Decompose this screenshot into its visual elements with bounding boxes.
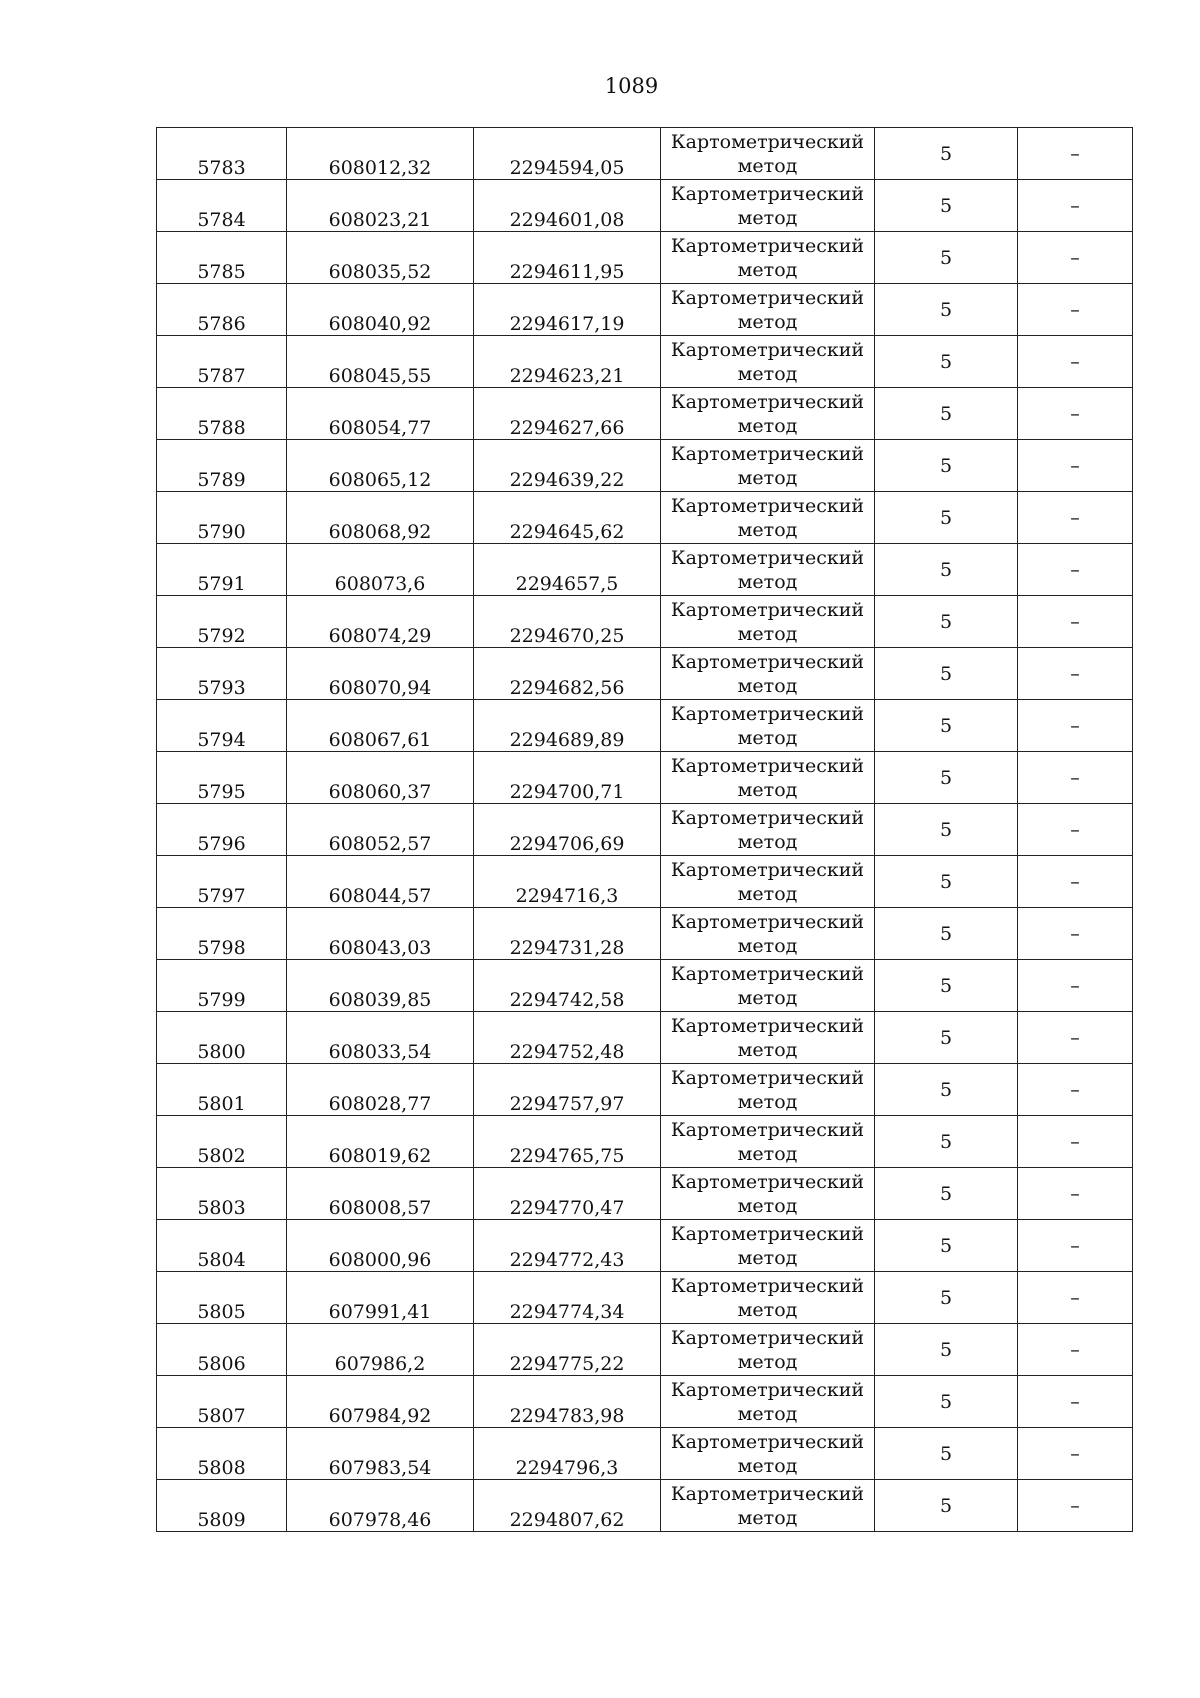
method-line-2: метод <box>737 1402 798 1425</box>
x-coordinate-cell: 608054,77 <box>287 388 474 440</box>
note-cell: – <box>1018 960 1133 1012</box>
note-cell: – <box>1018 1168 1133 1220</box>
accuracy-cell: 5 <box>875 232 1018 284</box>
y-coordinate-cell: 2294682,56 <box>474 648 661 700</box>
method-line-1: Картометрический <box>670 702 865 725</box>
x-coordinate-cell: 608033,54 <box>287 1012 474 1064</box>
method-line-1: Картометрический <box>670 650 865 673</box>
y-coordinate-cell: 2294657,5 <box>474 544 661 596</box>
table-row <box>157 1168 1133 1220</box>
y-coordinate-cell: 2294700,71 <box>474 752 661 804</box>
y-coordinate-cell: 2294774,34 <box>474 1272 661 1324</box>
note-cell: – <box>1018 1220 1133 1272</box>
table-row <box>157 1272 1133 1324</box>
method-line-2: метод <box>737 1194 798 1217</box>
accuracy-cell: 5 <box>875 1272 1018 1324</box>
note-cell: – <box>1018 596 1133 648</box>
accuracy-cell: 5 <box>875 1064 1018 1116</box>
y-coordinate-cell: 2294623,21 <box>474 336 661 388</box>
method-cell <box>661 128 875 180</box>
method-cell <box>661 336 875 388</box>
y-coordinate-cell: 2294796,3 <box>474 1428 661 1480</box>
accuracy-cell: 5 <box>875 1324 1018 1376</box>
method-cell <box>661 960 875 1012</box>
point-number-cell: 5788 <box>157 388 287 440</box>
x-coordinate-cell: 607984,92 <box>287 1376 474 1428</box>
method-cell <box>661 1012 875 1064</box>
method-cell <box>661 1116 875 1168</box>
point-number-cell: 5793 <box>157 648 287 700</box>
point-number-cell: 5801 <box>157 1064 287 1116</box>
table-row <box>157 908 1133 960</box>
method-cell <box>661 388 875 440</box>
method-line-1: Картометрический <box>670 754 865 777</box>
y-coordinate-cell: 2294639,22 <box>474 440 661 492</box>
method-line-1: Картометрический <box>670 858 865 881</box>
method-line-2: метод <box>737 154 798 177</box>
x-coordinate-cell: 607983,54 <box>287 1428 474 1480</box>
x-coordinate-cell: 608043,03 <box>287 908 474 960</box>
note-cell: – <box>1018 1428 1133 1480</box>
x-coordinate-cell: 608060,37 <box>287 752 474 804</box>
accuracy-cell: 5 <box>875 492 1018 544</box>
accuracy-cell: 5 <box>875 752 1018 804</box>
accuracy-cell: 5 <box>875 440 1018 492</box>
x-coordinate-cell: 608074,29 <box>287 596 474 648</box>
method-line-2: метод <box>737 1350 798 1373</box>
x-coordinate-cell: 608028,77 <box>287 1064 474 1116</box>
method-line-2: метод <box>737 258 798 281</box>
accuracy-cell: 5 <box>875 284 1018 336</box>
point-number-cell: 5809 <box>157 1480 287 1532</box>
point-number-cell: 5789 <box>157 440 287 492</box>
point-number-cell: 5786 <box>157 284 287 336</box>
point-number-cell: 5787 <box>157 336 287 388</box>
table-row <box>157 492 1133 544</box>
method-cell <box>661 1272 875 1324</box>
point-number-cell: 5790 <box>157 492 287 544</box>
table-row <box>157 700 1133 752</box>
method-line-1: Картометрический <box>670 1378 865 1401</box>
method-cell <box>661 180 875 232</box>
accuracy-cell: 5 <box>875 1480 1018 1532</box>
y-coordinate-cell: 2294742,58 <box>474 960 661 1012</box>
method-line-2: метод <box>737 882 798 905</box>
table-row <box>157 1428 1133 1480</box>
x-coordinate-cell: 608068,92 <box>287 492 474 544</box>
y-coordinate-cell: 2294765,75 <box>474 1116 661 1168</box>
method-line-1: Картометрический <box>670 1066 865 1089</box>
method-cell <box>661 1168 875 1220</box>
coordinates-table-body <box>157 128 1133 1532</box>
method-line-2: метод <box>737 622 798 645</box>
point-number-cell: 5807 <box>157 1376 287 1428</box>
y-coordinate-cell: 2294706,69 <box>474 804 661 856</box>
accuracy-cell: 5 <box>875 960 1018 1012</box>
note-cell: – <box>1018 804 1133 856</box>
y-coordinate-cell: 2294772,43 <box>474 1220 661 1272</box>
method-line-2: метод <box>737 1142 798 1165</box>
note-cell: – <box>1018 1064 1133 1116</box>
method-line-2: метод <box>737 466 798 489</box>
accuracy-cell: 5 <box>875 1116 1018 1168</box>
point-number-cell: 5799 <box>157 960 287 1012</box>
method-line-2: метод <box>737 1298 798 1321</box>
x-coordinate-cell: 608039,85 <box>287 960 474 1012</box>
page-number: 1089 <box>604 74 659 98</box>
accuracy-cell: 5 <box>875 1428 1018 1480</box>
x-coordinate-cell: 608035,52 <box>287 232 474 284</box>
point-number-cell: 5791 <box>157 544 287 596</box>
method-line-1: Картометрический <box>670 1170 865 1193</box>
table-row <box>157 648 1133 700</box>
note-cell: – <box>1018 1272 1133 1324</box>
accuracy-cell: 5 <box>875 388 1018 440</box>
x-coordinate-cell: 607991,41 <box>287 1272 474 1324</box>
method-line-1: Картометрический <box>670 338 865 361</box>
method-line-2: метод <box>737 1246 798 1269</box>
point-number-cell: 5798 <box>157 908 287 960</box>
y-coordinate-cell: 2294689,89 <box>474 700 661 752</box>
method-line-2: метод <box>737 206 798 229</box>
table-row <box>157 544 1133 596</box>
accuracy-cell: 5 <box>875 180 1018 232</box>
method-line-2: метод <box>737 1038 798 1061</box>
method-cell <box>661 648 875 700</box>
method-line-1: Картометрический <box>670 442 865 465</box>
accuracy-cell: 5 <box>875 128 1018 180</box>
table-row <box>157 232 1133 284</box>
point-number-cell: 5806 <box>157 1324 287 1376</box>
y-coordinate-cell: 2294670,25 <box>474 596 661 648</box>
note-cell: – <box>1018 1116 1133 1168</box>
note-cell: – <box>1018 1480 1133 1532</box>
y-coordinate-cell: 2294594,05 <box>474 128 661 180</box>
y-coordinate-cell: 2294627,66 <box>474 388 661 440</box>
note-cell: – <box>1018 908 1133 960</box>
accuracy-cell: 5 <box>875 908 1018 960</box>
note-cell: – <box>1018 1376 1133 1428</box>
table-row <box>157 180 1133 232</box>
x-coordinate-cell: 608012,32 <box>287 128 474 180</box>
method-line-1: Картометрический <box>670 182 865 205</box>
note-cell: – <box>1018 336 1133 388</box>
x-coordinate-cell: 608073,6 <box>287 544 474 596</box>
accuracy-cell: 5 <box>875 544 1018 596</box>
accuracy-cell: 5 <box>875 648 1018 700</box>
point-number-cell: 5802 <box>157 1116 287 1168</box>
y-coordinate-cell: 2294716,3 <box>474 856 661 908</box>
method-cell <box>661 1376 875 1428</box>
table-row <box>157 1116 1133 1168</box>
accuracy-cell: 5 <box>875 1012 1018 1064</box>
x-coordinate-cell: 607978,46 <box>287 1480 474 1532</box>
accuracy-cell: 5 <box>875 336 1018 388</box>
method-line-1: Картометрический <box>670 1326 865 1349</box>
x-coordinate-cell: 608040,92 <box>287 284 474 336</box>
method-line-2: метод <box>737 518 798 541</box>
method-cell <box>661 492 875 544</box>
method-line-1: Картометрический <box>670 598 865 621</box>
method-line-2: метод <box>737 570 798 593</box>
point-number-cell: 5794 <box>157 700 287 752</box>
method-cell <box>661 440 875 492</box>
method-cell <box>661 544 875 596</box>
method-cell <box>661 1428 875 1480</box>
method-line-2: метод <box>737 1506 798 1529</box>
method-cell <box>661 804 875 856</box>
note-cell: – <box>1018 128 1133 180</box>
coordinates-table <box>156 127 1133 1532</box>
method-line-1: Картометрический <box>670 234 865 257</box>
method-cell <box>661 1480 875 1532</box>
method-cell <box>661 908 875 960</box>
accuracy-cell: 5 <box>875 700 1018 752</box>
accuracy-cell: 5 <box>875 856 1018 908</box>
note-cell: – <box>1018 284 1133 336</box>
method-cell <box>661 700 875 752</box>
y-coordinate-cell: 2294611,95 <box>474 232 661 284</box>
method-line-1: Картометрический <box>670 1482 865 1505</box>
note-cell: – <box>1018 1324 1133 1376</box>
method-line-2: метод <box>737 310 798 333</box>
method-cell <box>661 284 875 336</box>
accuracy-cell: 5 <box>875 804 1018 856</box>
note-cell: – <box>1018 856 1133 908</box>
x-coordinate-cell: 608023,21 <box>287 180 474 232</box>
table-row <box>157 596 1133 648</box>
point-number-cell: 5805 <box>157 1272 287 1324</box>
accuracy-cell: 5 <box>875 1220 1018 1272</box>
note-cell: – <box>1018 700 1133 752</box>
point-number-cell: 5803 <box>157 1168 287 1220</box>
method-cell <box>661 1220 875 1272</box>
method-cell <box>661 1324 875 1376</box>
x-coordinate-cell: 607986,2 <box>287 1324 474 1376</box>
accuracy-cell: 5 <box>875 596 1018 648</box>
point-number-cell: 5792 <box>157 596 287 648</box>
point-number-cell: 5804 <box>157 1220 287 1272</box>
table-row <box>157 1480 1133 1532</box>
table-row <box>157 128 1133 180</box>
method-line-2: метод <box>737 830 798 853</box>
table-row <box>157 1324 1133 1376</box>
point-number-cell: 5808 <box>157 1428 287 1480</box>
method-cell <box>661 1064 875 1116</box>
x-coordinate-cell: 608045,55 <box>287 336 474 388</box>
x-coordinate-cell: 608000,96 <box>287 1220 474 1272</box>
table-row <box>157 1012 1133 1064</box>
note-cell: – <box>1018 1012 1133 1064</box>
note-cell: – <box>1018 492 1133 544</box>
note-cell: – <box>1018 232 1133 284</box>
y-coordinate-cell: 2294775,22 <box>474 1324 661 1376</box>
point-number-cell: 5784 <box>157 180 287 232</box>
method-line-2: метод <box>737 726 798 749</box>
table-row <box>157 284 1133 336</box>
x-coordinate-cell: 608008,57 <box>287 1168 474 1220</box>
x-coordinate-cell: 608067,61 <box>287 700 474 752</box>
point-number-cell: 5797 <box>157 856 287 908</box>
accuracy-cell: 5 <box>875 1376 1018 1428</box>
y-coordinate-cell: 2294617,19 <box>474 284 661 336</box>
point-number-cell: 5783 <box>157 128 287 180</box>
y-coordinate-cell: 2294783,98 <box>474 1376 661 1428</box>
method-cell <box>661 752 875 804</box>
note-cell: – <box>1018 440 1133 492</box>
y-coordinate-cell: 2294752,48 <box>474 1012 661 1064</box>
x-coordinate-cell: 608019,62 <box>287 1116 474 1168</box>
accuracy-cell: 5 <box>875 1168 1018 1220</box>
method-line-2: метод <box>737 414 798 437</box>
method-line-2: метод <box>737 778 798 801</box>
y-coordinate-cell: 2294645,62 <box>474 492 661 544</box>
method-line-1: Картометрический <box>670 806 865 829</box>
x-coordinate-cell: 608070,94 <box>287 648 474 700</box>
table-row <box>157 336 1133 388</box>
method-line-1: Картометрический <box>670 962 865 985</box>
method-line-2: метод <box>737 362 798 385</box>
point-number-cell: 5785 <box>157 232 287 284</box>
method-line-1: Картометрический <box>670 1430 865 1453</box>
table-row <box>157 1064 1133 1116</box>
y-coordinate-cell: 2294601,08 <box>474 180 661 232</box>
y-coordinate-cell: 2294807,62 <box>474 1480 661 1532</box>
method-line-2: метод <box>737 986 798 1009</box>
table-row <box>157 804 1133 856</box>
method-line-2: метод <box>737 1090 798 1113</box>
method-line-1: Картометрический <box>670 910 865 933</box>
table-row <box>157 1220 1133 1272</box>
table-row <box>157 1376 1133 1428</box>
note-cell: – <box>1018 752 1133 804</box>
point-number-cell: 5795 <box>157 752 287 804</box>
y-coordinate-cell: 2294757,97 <box>474 1064 661 1116</box>
table-row <box>157 752 1133 804</box>
note-cell: – <box>1018 648 1133 700</box>
x-coordinate-cell: 608052,57 <box>287 804 474 856</box>
method-line-1: Картометрический <box>670 1014 865 1037</box>
method-line-1: Картометрический <box>670 1274 865 1297</box>
point-number-cell: 5796 <box>157 804 287 856</box>
table-row <box>157 440 1133 492</box>
method-cell <box>661 596 875 648</box>
method-line-1: Картометрический <box>670 286 865 309</box>
method-line-1: Картометрический <box>670 494 865 517</box>
table-row <box>157 960 1133 1012</box>
method-line-1: Картометрический <box>670 390 865 413</box>
note-cell: – <box>1018 180 1133 232</box>
method-line-2: метод <box>737 934 798 957</box>
method-line-1: Картометрический <box>670 1222 865 1245</box>
method-line-1: Картометрический <box>670 1118 865 1141</box>
x-coordinate-cell: 608044,57 <box>287 856 474 908</box>
x-coordinate-cell: 608065,12 <box>287 440 474 492</box>
table-row <box>157 856 1133 908</box>
point-number-cell: 5800 <box>157 1012 287 1064</box>
method-cell <box>661 856 875 908</box>
method-line-2: метод <box>737 1454 798 1477</box>
method-line-1: Картометрический <box>670 546 865 569</box>
y-coordinate-cell: 2294731,28 <box>474 908 661 960</box>
method-cell <box>661 232 875 284</box>
y-coordinate-cell: 2294770,47 <box>474 1168 661 1220</box>
note-cell: – <box>1018 544 1133 596</box>
method-line-1: Картометрический <box>670 130 865 153</box>
table-row <box>157 388 1133 440</box>
note-cell: – <box>1018 388 1133 440</box>
method-line-2: метод <box>737 674 798 697</box>
